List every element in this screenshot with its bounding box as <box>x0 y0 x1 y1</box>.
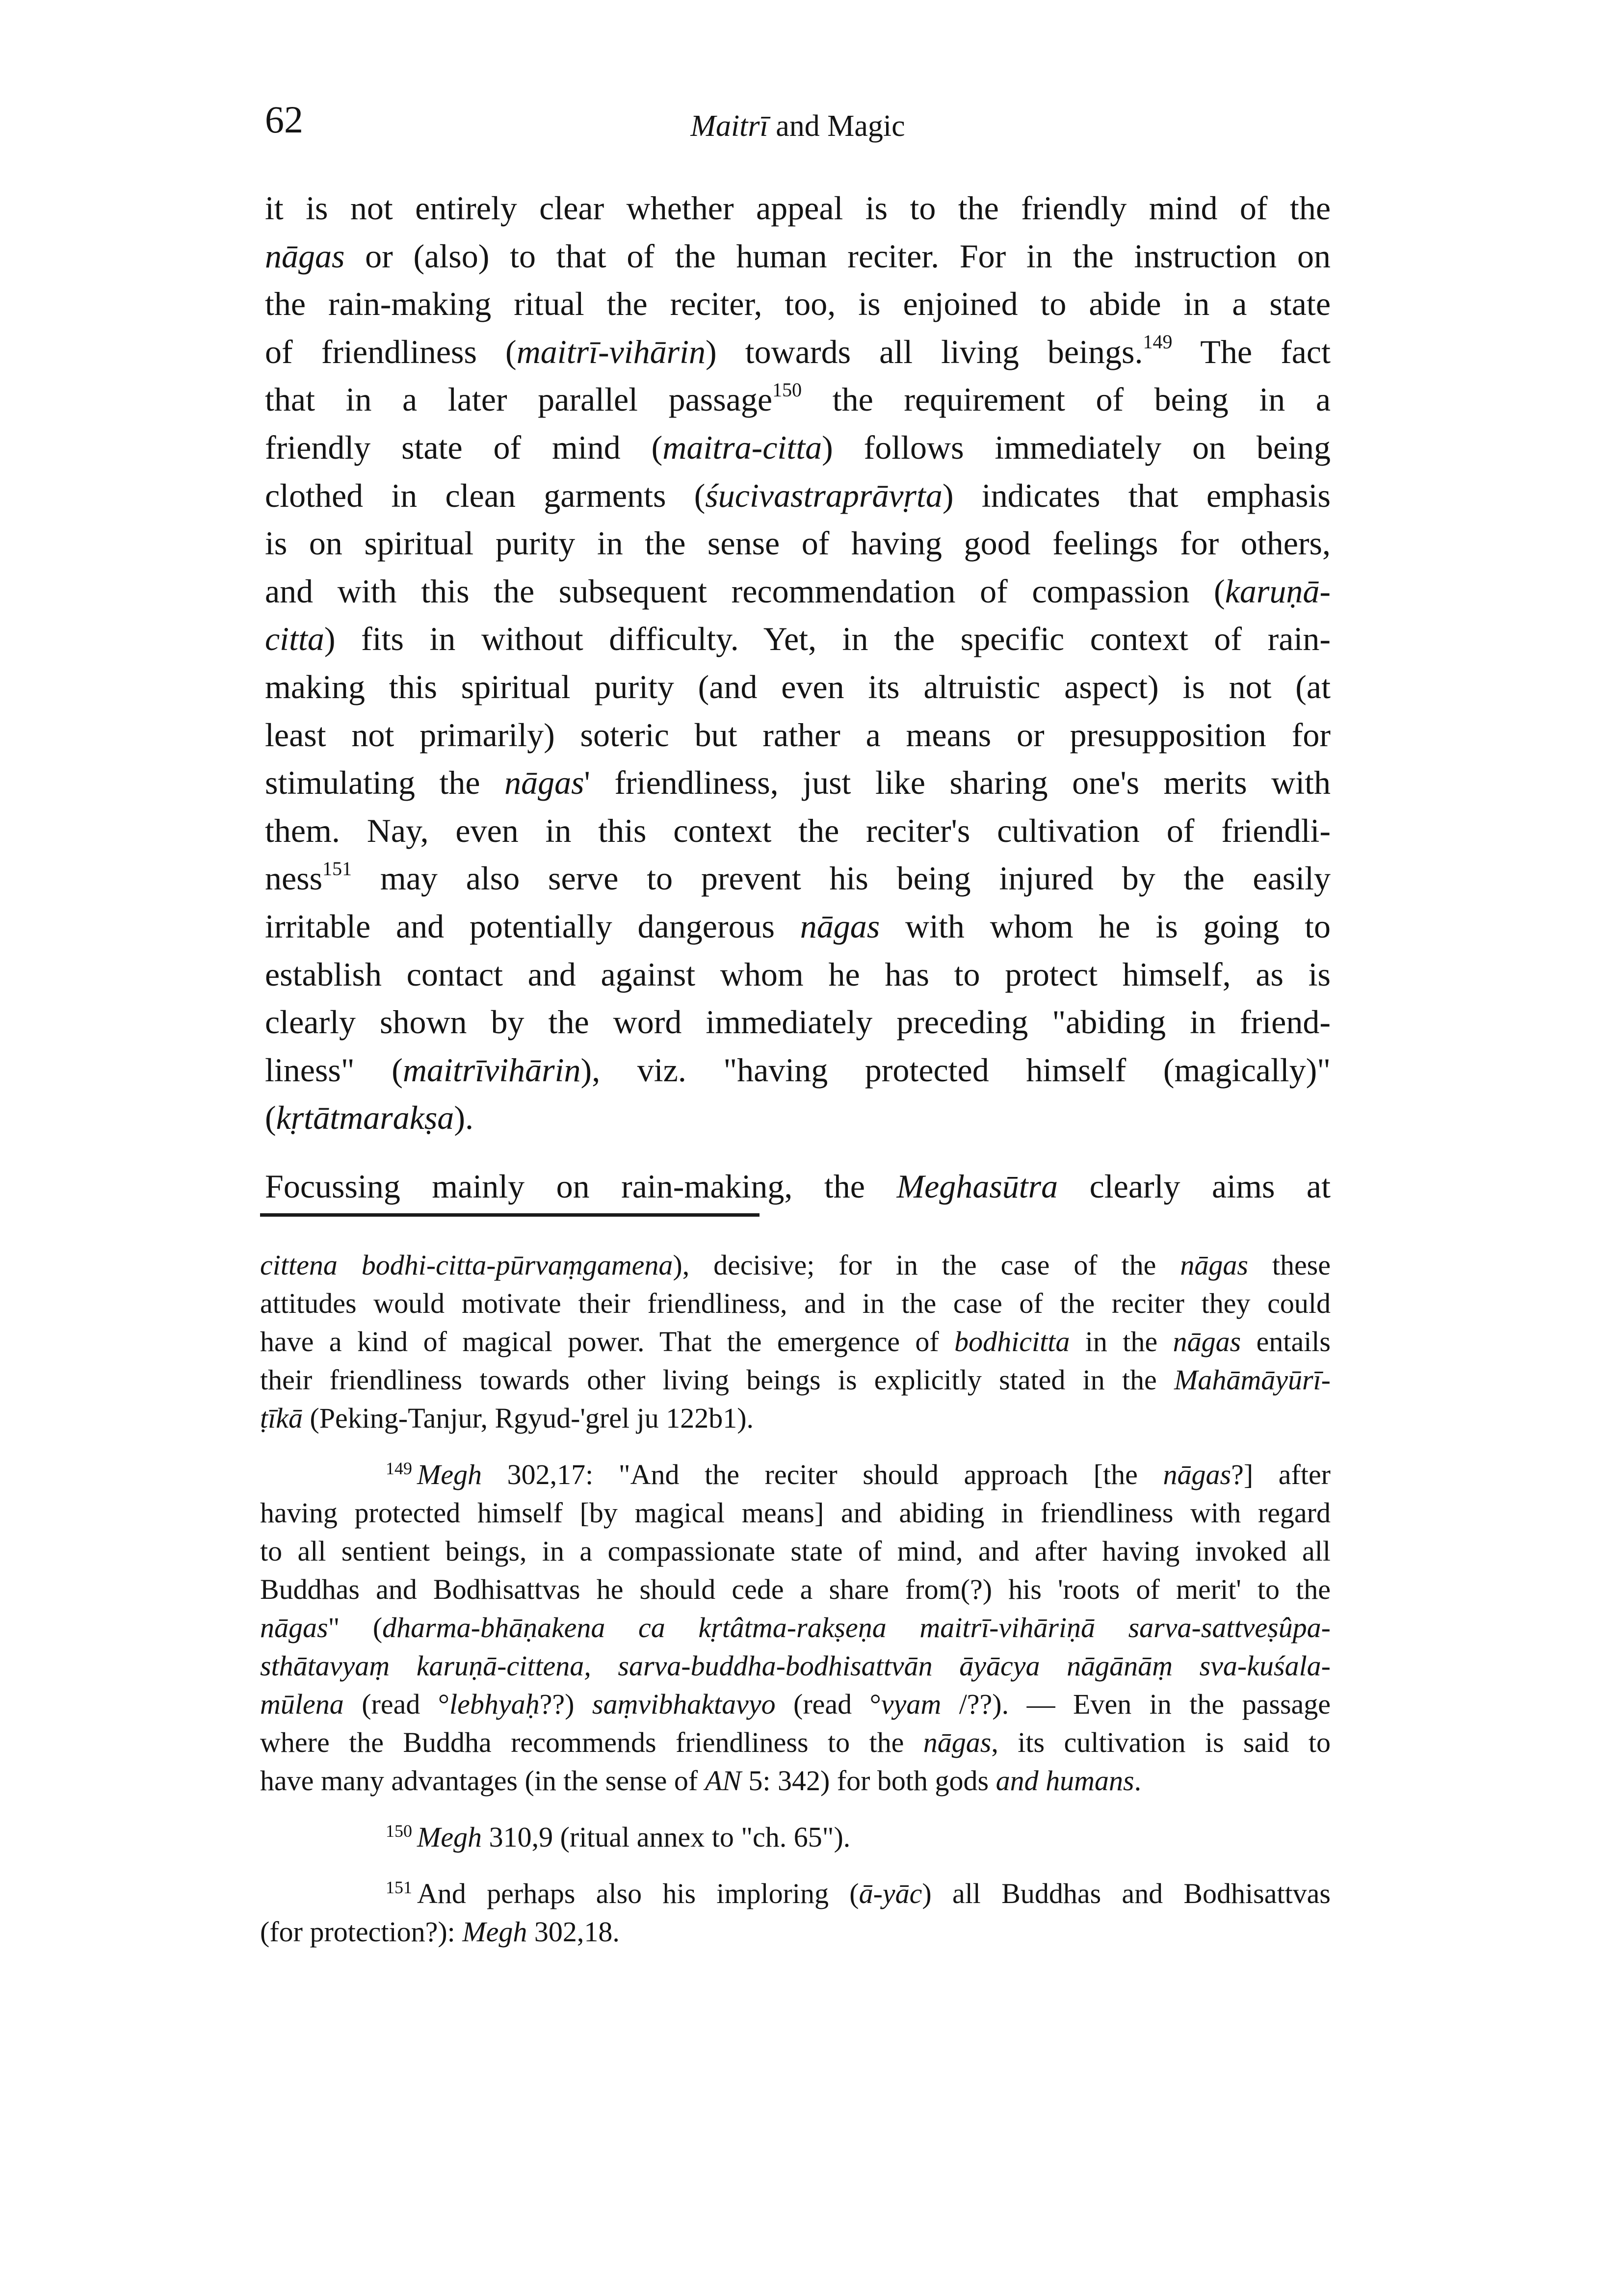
footnote-number: 151 <box>386 1877 412 1897</box>
text-line: them. Nay, even in this context the reciter's cultivation of friendli- <box>265 811 1331 849</box>
footnote-line: have many advantages (in the sense of AN 5: 342) for both gods and humans. <box>260 1765 1142 1797</box>
footnote-line: cittena bodhi-citta-pūrvaṃgamena), decisive; for in the case of the nāgas these <box>260 1249 1331 1281</box>
footnote-continued <box>260 1246 1331 1437</box>
footnote-line: sthātavyaṃ karuṇā-cittena, sarva-buddha-bodhisattvān āyācya nāgānāṃ sva-kuśala- <box>260 1650 1331 1682</box>
running-head-italic: Maitrī <box>690 109 768 143</box>
footnote-line: their friendliness towards other living beings is explicitly stated in the Mahāmāyūrī- <box>260 1364 1331 1396</box>
running-head-rest: and Magic <box>768 109 905 143</box>
footnote-149 <box>260 1456 1331 1800</box>
text-line: that in a later parallel passage$^{150}$ the requirement of being in a <box>265 378 1331 418</box>
footnote-ref-150[interactable]: 150 <box>772 378 802 401</box>
footnote-line: nāgas" (dharma-bhāṇakena ca kṛtâtma-rakṣeṇa maitrī-vihāriṇā sarva-sattveṣûpa- <box>260 1612 1331 1644</box>
text-line: nāgas or (also) to that of the human reciter. For in the instruction on <box>265 237 1331 275</box>
text-line: liness" (maitrīvihārin), viz. "having protected himself (magically)" <box>265 1051 1331 1089</box>
text-line: clearly shown by the word immediately preceding "abiding in friend- <box>265 1003 1331 1041</box>
text-line: least not primarily) soteric but rather a means or presupposition for <box>265 716 1331 754</box>
footnote-line: $^{151}$ And perhaps also his imploring (ā-yāc) all Buddhas and Bodhisattvas <box>386 1877 1331 1909</box>
footnote-line: where the Buddha recommends friendliness to the nāgas, its cultivation is said to <box>260 1726 1331 1758</box>
footnote-line: have a kind of magical power. That the emergence of bodhicitta in the nāgas entails <box>260 1326 1331 1357</box>
text-line: establish contact and against whom he has to protect himself, as is <box>265 955 1331 993</box>
text-line: Focussing mainly on rain-making, the Meghasūtra clearly aims at <box>265 1167 1331 1205</box>
page-number: 62 <box>265 98 303 141</box>
text-line: making this spiritual purity (and even its altruistic aspect) is not (at <box>265 668 1331 705</box>
footnote-line: mūlena (read °lebhyaḥ??) saṃvibhaktavyo (read °vyam /??). — Even in the passage <box>260 1688 1331 1720</box>
footnote-line: $^{149}$ Megh 302,17: "And the reciter should approach [the nāgas?] after <box>386 1458 1331 1490</box>
footnote-line: ṭīkā (Peking-Tanjur, Rgyud-'grel ju 122b1). <box>260 1402 754 1434</box>
text-line: it is not entirely clear whether appeal is to the friendly mind of the <box>265 189 1331 227</box>
text-line: stimulating the nāgas' friendliness, just like sharing one's merits with <box>265 764 1331 802</box>
text-line: is on spiritual purity in the sense of having good feelings for others, <box>265 524 1331 562</box>
footnote-ref-149[interactable]: 149 <box>1143 331 1173 353</box>
text-line: clothed in clean garments (śucivastraprāvṛta) indicates that emphasis <box>265 476 1331 514</box>
text-line: the rain-making ritual the reciter, too, is enjoined to abide in a state <box>265 285 1331 323</box>
footnotes <box>260 1246 1331 1951</box>
footnote-number: 149 <box>386 1458 412 1478</box>
text-line: and with this the subsequent recommendation of compassion (karuṇā- <box>265 572 1331 610</box>
footnote-line: to all sentient beings, in a compassionate state of mind, and after having invoked all <box>260 1535 1331 1567</box>
text-line: (kṛtātmarakṣa). <box>265 1099 473 1137</box>
footnote-ref-151[interactable]: 151 <box>322 857 352 880</box>
text-line: ness$^{151}$ may also serve to prevent his being injured by the easily <box>265 857 1331 897</box>
footnote-line: Buddhas and Bodhisattvas he should cede a share from(?) his 'roots of merit' to the <box>260 1573 1331 1605</box>
footnote-line: having protected himself [by magical means] and abiding in friendliness with regard <box>260 1497 1331 1529</box>
footnote-number: 150 <box>386 1821 412 1841</box>
footnote-line: (for protection?): Megh 302,18. <box>260 1916 620 1948</box>
text-line: irritable and potentially dangerous nāgas with whom he is going to <box>265 907 1331 945</box>
footnote-line: $^{150}$ Megh 310,9 (ritual annex to "ch. 65"). <box>386 1821 851 1853</box>
running-head <box>265 109 1331 143</box>
text-line: citta) fits in without difficulty. Yet, in the specific context of rain- <box>265 620 1331 658</box>
footnote-separator <box>260 1213 760 1217</box>
footnote-151 <box>260 1875 1331 1951</box>
footnote-line: attitudes would motivate their friendliness, and in the case of the reciter they could <box>260 1287 1331 1319</box>
paragraph-gap <box>265 1142 1331 1163</box>
footnote-150 <box>260 1818 1331 1856</box>
main-text <box>265 184 1331 1210</box>
text-line: friendly state of mind (maitra-citta) follows immediately on being <box>265 428 1331 466</box>
text-line: of friendliness (maitrī-vihārin) towards all living beings.$^{149}$ The fact <box>265 331 1331 370</box>
